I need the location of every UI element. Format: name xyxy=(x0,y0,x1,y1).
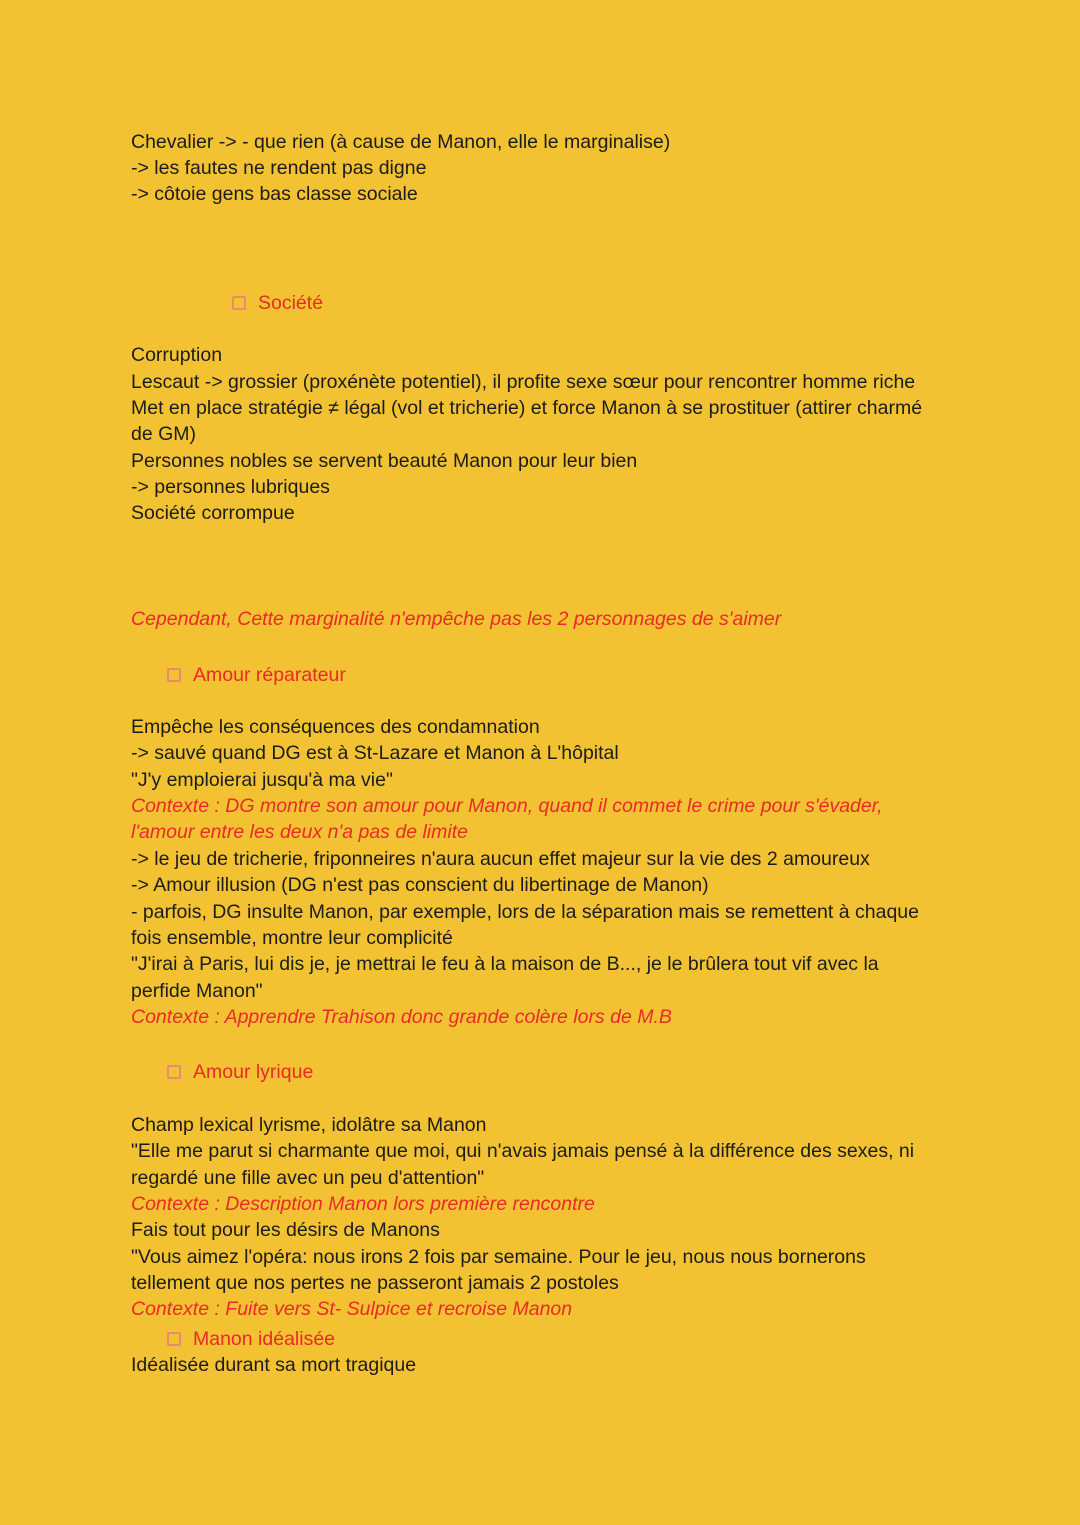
text-line: -> les fautes ne rendent pas digne xyxy=(131,157,427,179)
text-line: -> Amour illusion (DG n'est pas conscient du libertinage de Manon) xyxy=(131,874,709,896)
text-line: regardé une fille avec un peu d'attention" xyxy=(131,1167,485,1189)
section-heading-amour-reparateur xyxy=(167,662,346,688)
text-line: Met en place stratégie ≠ légal (vol et tricherie) et force Manon à se prostituer (attirer charmé xyxy=(131,397,923,419)
text-line: -> sauvé quand DG est à St-Lazare et Manon à L'hôpital xyxy=(131,742,619,764)
text-line: Idéalisée durant sa mort tragique xyxy=(131,1354,417,1376)
context-line: Contexte : Apprendre Trahison donc grande colère lors de M.B xyxy=(131,1006,672,1028)
text-line: perfide Manon" xyxy=(131,980,263,1002)
text-line: -> personnes lubriques xyxy=(131,476,330,498)
text-line: Fais tout pour les désirs de Manons xyxy=(131,1219,440,1241)
text-line: - parfois, DG insulte Manon, par exemple, lors de la séparation mais se remettent à chaque xyxy=(131,901,919,923)
text-line: de GM) xyxy=(131,423,197,445)
checkbox-icon[interactable] xyxy=(232,296,246,310)
context-line: l'amour entre les deux n'a pas de limite xyxy=(131,821,468,843)
text-line: fois ensemble, montre leur complicité xyxy=(131,927,453,949)
section-heading-amour-lyrique xyxy=(167,1059,313,1085)
section-heading-label: Manon idéalisée xyxy=(193,1328,336,1350)
section-heading-societe xyxy=(232,290,323,316)
section-heading-label: Société xyxy=(258,292,324,314)
section-heading-label: Amour lyrique xyxy=(193,1061,314,1083)
text-line: Champ lexical lyrisme, idolâtre sa Manon xyxy=(131,1114,487,1136)
section-heading-manon-idealisee xyxy=(167,1326,335,1352)
context-line: Contexte : DG montre son amour pour Manon, quand il commet le crime pour s'évader, xyxy=(131,795,883,817)
text-line: "Elle me parut si charmante que moi, qui n'avais jamais pensé à la différence des sexes, ni xyxy=(131,1140,915,1162)
text-line: Corruption xyxy=(131,344,223,366)
text-line: "J'y emploierai jusqu'à ma vie" xyxy=(131,769,393,791)
transition-text: Cependant, Cette marginalité n'empêche pas les 2 personnages de s'aimer xyxy=(131,608,782,630)
text-line: Personnes nobles se servent beauté Manon pour leur bien xyxy=(131,450,638,472)
text-line: Lescaut -> grossier (proxénète potentiel), il profite sexe sœur pour rencontrer homme riche xyxy=(131,371,916,393)
text-line: Société corrompue xyxy=(131,502,295,524)
text-line: Empêche les conséquences des condamnation xyxy=(131,716,540,738)
text-line: -> le jeu de tricherie, friponneires n'aura aucun effet majeur sur la vie des 2 amoureux xyxy=(131,848,870,870)
text-line: "J'irai à Paris, lui dis je, je mettrai le feu à la maison de B..., je le brûlera tout vif avec la xyxy=(131,953,879,975)
context-line: Contexte : Description Manon lors première rencontre xyxy=(131,1193,595,1215)
checkbox-icon[interactable] xyxy=(167,1332,181,1346)
section-heading-label: Amour réparateur xyxy=(193,664,346,686)
checkbox-icon[interactable] xyxy=(167,668,181,682)
checkbox-icon[interactable] xyxy=(167,1065,181,1079)
text-line: "Vous aimez l'opéra: nous irons 2 fois par semaine. Pour le jeu, nous nous bornerons xyxy=(131,1246,866,1268)
text-line: -> côtoie gens bas classe sociale xyxy=(131,183,418,205)
text-line: Chevalier -> - que rien (à cause de Manon, elle le marginalise) xyxy=(131,131,671,153)
context-line: Contexte : Fuite vers St- Sulpice et recroise Manon xyxy=(131,1298,573,1320)
text-line: tellement que nos pertes ne passeront jamais 2 postoles xyxy=(131,1272,619,1294)
